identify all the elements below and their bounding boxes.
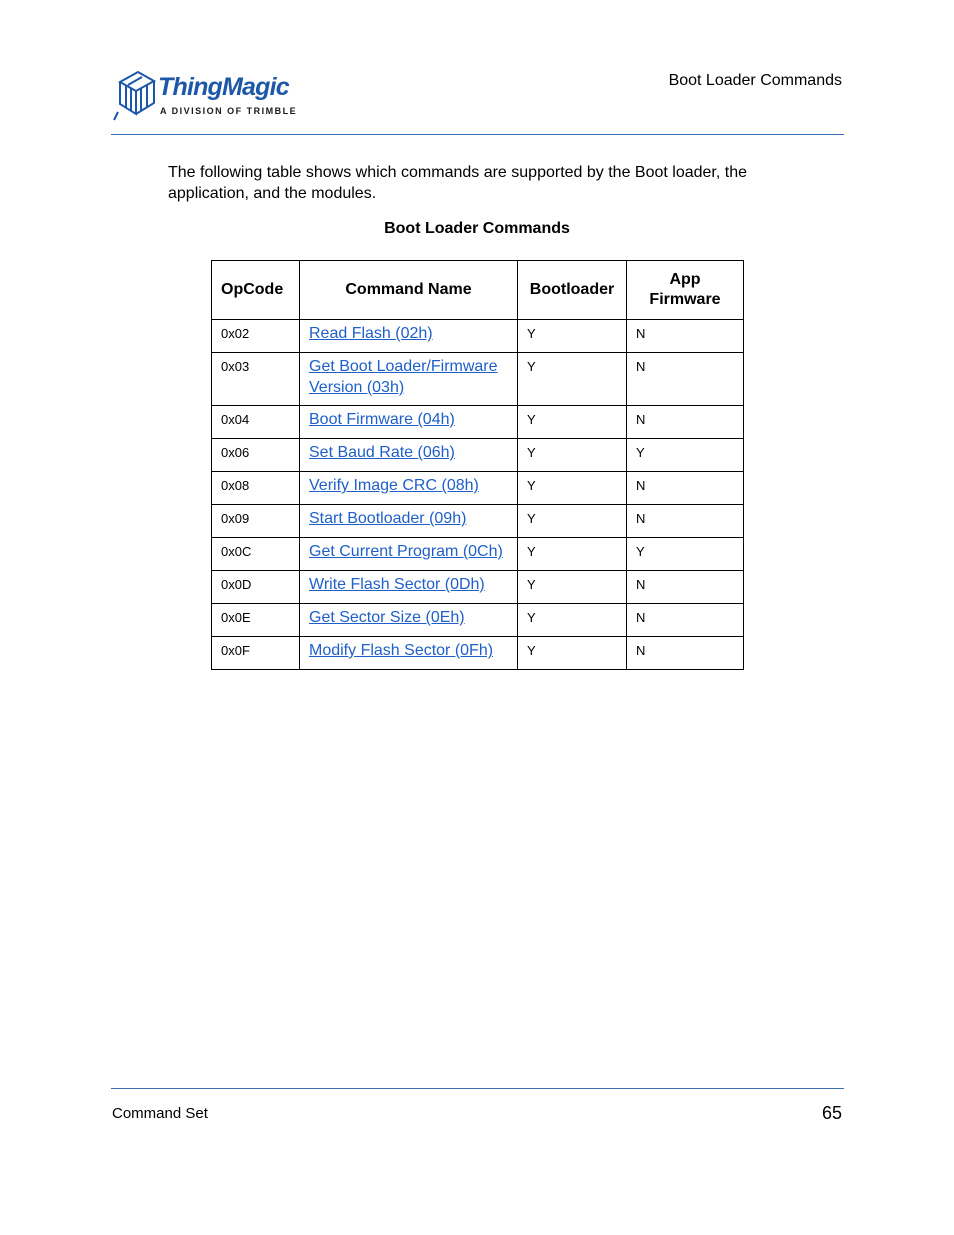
cube-logo-icon bbox=[112, 68, 158, 124]
opcode-cell: 0x04 bbox=[212, 406, 300, 439]
app-firmware-support-cell: N bbox=[627, 320, 744, 353]
command-name-cell bbox=[300, 353, 518, 406]
opcode-cell: 0x03 bbox=[212, 353, 300, 406]
command-name-cell bbox=[300, 538, 518, 571]
header-opcode: OpCode bbox=[212, 261, 300, 320]
command-name-cell bbox=[300, 571, 518, 604]
app-firmware-support-cell: N bbox=[627, 604, 744, 637]
command-name-cell bbox=[300, 505, 518, 538]
bootloader-support-cell: Y bbox=[518, 353, 627, 406]
table-row bbox=[212, 571, 744, 604]
command-link[interactable]: Get Current Program (0Ch) bbox=[309, 543, 503, 560]
opcode-cell: 0x06 bbox=[212, 439, 300, 472]
table-row bbox=[212, 439, 744, 472]
opcode-cell: 0x09 bbox=[212, 505, 300, 538]
thingmagic-logo bbox=[112, 68, 312, 124]
opcode-cell: 0x0E bbox=[212, 604, 300, 637]
opcode-cell: 0x0F bbox=[212, 637, 300, 670]
table-row bbox=[212, 604, 744, 637]
table-body bbox=[212, 320, 744, 670]
command-link[interactable]: Verify Image CRC (08h) bbox=[309, 477, 479, 494]
command-name-cell bbox=[300, 320, 518, 353]
app-firmware-support-cell: Y bbox=[627, 439, 744, 472]
bootloader-support-cell: Y bbox=[518, 637, 627, 670]
command-link[interactable]: Modify Flash Sector (0Fh) bbox=[309, 642, 494, 659]
opcode-cell: 0x0C bbox=[212, 538, 300, 571]
opcode-cell: 0x08 bbox=[212, 472, 300, 505]
opcode-cell: 0x0D bbox=[212, 571, 300, 604]
bootloader-support-cell: Y bbox=[518, 439, 627, 472]
app-firmware-support-cell: N bbox=[627, 353, 744, 406]
table-row bbox=[212, 538, 744, 571]
command-link[interactable]: Boot Firmware (04h) bbox=[309, 411, 455, 428]
table-row bbox=[212, 472, 744, 505]
running-header-title: Boot Loader Commands bbox=[668, 72, 842, 89]
logo-tagline: A DIVISION OF TRIMBLE bbox=[160, 106, 298, 116]
header-bootloader: Bootloader bbox=[518, 261, 627, 320]
bootloader-support-cell: Y bbox=[518, 505, 627, 538]
command-name-cell bbox=[300, 604, 518, 637]
header-app-firmware: App Firmware bbox=[627, 261, 744, 320]
logo-wordmark: ThingMagic bbox=[158, 73, 289, 101]
footer-divider bbox=[111, 1088, 844, 1089]
footer-section-name: Command Set bbox=[112, 1105, 208, 1122]
app-firmware-support-cell: Y bbox=[627, 538, 744, 571]
table-caption: Boot Loader Commands bbox=[384, 220, 570, 237]
command-name-cell bbox=[300, 472, 518, 505]
command-name-cell bbox=[300, 406, 518, 439]
bootloader-support-cell: Y bbox=[518, 320, 627, 353]
app-firmware-support-cell: N bbox=[627, 406, 744, 439]
opcode-cell: 0x02 bbox=[212, 320, 300, 353]
header-command-name: Command Name bbox=[300, 261, 518, 320]
table-row bbox=[212, 637, 744, 670]
app-firmware-support-cell: N bbox=[627, 505, 744, 538]
table-row bbox=[212, 353, 744, 406]
command-name-cell bbox=[300, 637, 518, 670]
page-number: 65 bbox=[821, 1103, 842, 1123]
table-row bbox=[212, 320, 744, 353]
app-firmware-support-cell: N bbox=[627, 472, 744, 505]
command-link[interactable]: Write Flash Sector (0Dh) bbox=[309, 576, 485, 593]
bootloader-support-cell: Y bbox=[518, 406, 627, 439]
command-name-cell bbox=[300, 439, 518, 472]
table-row bbox=[212, 505, 744, 538]
app-firmware-support-cell: N bbox=[627, 571, 744, 604]
bootloader-support-cell: Y bbox=[518, 538, 627, 571]
bootloader-support-cell: Y bbox=[518, 571, 627, 604]
command-link[interactable]: Read Flash (02h) bbox=[309, 325, 433, 342]
command-link[interactable]: Start Bootloader (09h) bbox=[309, 510, 467, 527]
intro-paragraph: The following table shows which commands are supported by the Boot loader, the application, and the modules. bbox=[168, 164, 747, 202]
boot-loader-commands-table bbox=[211, 260, 744, 670]
command-link[interactable]: Set Baud Rate (06h) bbox=[309, 444, 455, 461]
command-link[interactable]: Get Boot Loader/Firmware Version (03h) bbox=[309, 358, 498, 396]
bootloader-support-cell: Y bbox=[518, 604, 627, 637]
table-header-row bbox=[212, 261, 744, 320]
app-firmware-support-cell: N bbox=[627, 637, 744, 670]
table-row bbox=[212, 406, 744, 439]
command-link[interactable]: Get Sector Size (0Eh) bbox=[309, 609, 465, 626]
bootloader-support-cell: Y bbox=[518, 472, 627, 505]
header-divider bbox=[111, 134, 844, 135]
